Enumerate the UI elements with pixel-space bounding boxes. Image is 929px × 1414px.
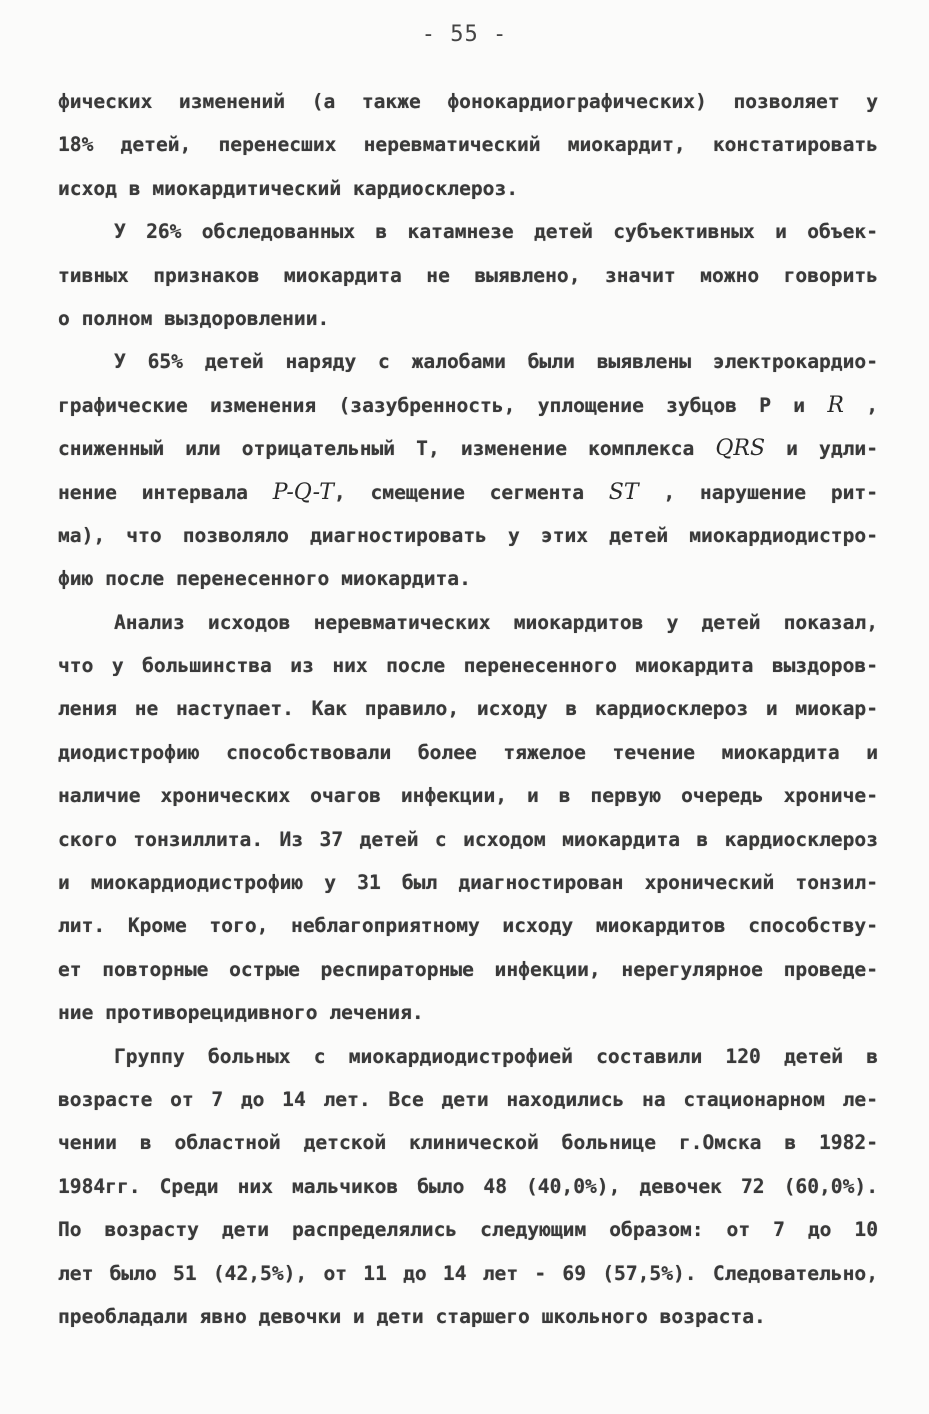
text-segment: , нарушение рит-	[663, 480, 878, 504]
text-line: 18% детей, перенесших неревматический миокардит, констатировать	[58, 133, 878, 157]
handwritten-wave-r: R	[827, 392, 844, 418]
handwritten-segment-st: ST	[608, 479, 639, 505]
text-line: что у большинства из них после перенесенного миокардита выздоров-	[58, 654, 878, 678]
text-segment: , смещение сегмента	[333, 480, 585, 504]
text-line: По возрасту дети распределялись следующим образом: от 7 до 10	[58, 1218, 878, 1242]
page-number: - 55 -	[421, 22, 508, 47]
paragraph-start-line: У 26% обследованных в катамнезе детей субъективных и объек-	[114, 220, 878, 244]
paragraph-start-line: У 65% детей наряду с жалобами были выявлены электрокардио-	[114, 350, 878, 374]
text-line: наличие хронических очагов инфекции, и в первую очередь хрониче-	[58, 784, 878, 808]
text-line-with-handwriting	[58, 384, 878, 427]
text-segment: ,	[866, 393, 878, 417]
text-line: 1984гг. Среди них мальчиков было 48 (40,0%), девочек 72 (60,0%).	[58, 1174, 878, 1198]
text-line: исход в миокардитический кардиосклероз.	[58, 176, 519, 200]
text-line: фию после перенесенного миокардита.	[58, 567, 471, 591]
text-line-with-handwriting	[58, 471, 878, 514]
text-line: фических изменений (а также фонокардиографических) позволяет у	[58, 90, 878, 113]
body-text	[58, 80, 878, 1338]
text-line: чении в областной детской клинической больнице г.Омска в 1982-	[58, 1131, 878, 1155]
text-line-with-handwriting	[58, 427, 878, 470]
text-segment: сниженный или отрицательный T, изменение комплекса	[58, 437, 695, 461]
text-line: возрасте от 7 до 14 лет. Все дети находились на стационарном ле-	[58, 1087, 878, 1111]
text-line: лет было 51 (42,5%), от 11 до 14 лет - 69 (57,5%). Следовательно,	[58, 1261, 878, 1285]
text-line: о полном выздоровлении.	[58, 306, 330, 330]
handwritten-interval-pqt: P-Q-T	[272, 479, 334, 505]
text-line: ма), что позволяло диагностировать у этих детей миокардиодистро-	[58, 523, 878, 547]
text-line: ние противорецидивного лечения.	[58, 1001, 424, 1025]
text-line: ления не наступает. Как правило, исходу в кардиосклероз и миокар-	[58, 697, 878, 721]
text-line: тивных признаков миокардита не выявлено, значит можно говорить	[58, 263, 878, 287]
text-segment: нение интервала	[58, 480, 248, 504]
text-segment: графические изменения (зазубренность, уплощение зубцов P и	[58, 393, 806, 417]
text-line: диодистрофию способствовали более тяжелое течение миокардита и	[58, 740, 878, 764]
text-line: преобладали явно девочки и дети старшего школьного возраста.	[58, 1304, 766, 1328]
paragraph-start-line: Группу больных с миокардиодистрофией составили 120 детей в	[114, 1044, 878, 1068]
text-line: ет повторные острые респираторные инфекции, нерегулярное проведе-	[58, 957, 878, 981]
text-line: лит. Кроме того, неблагоприятному исходу миокардитов способству-	[58, 914, 878, 938]
paragraph-start-line: Анализ исходов неревматических миокардитов у детей показал,	[114, 610, 878, 634]
text-segment: и удли-	[786, 437, 878, 461]
text-line: и миокардиодистрофию у 31 был диагностирован хронический тонзил-	[58, 871, 878, 895]
text-line: ского тонзиллита. Из 37 детей с исходом миокардита в кардиосклероз	[58, 827, 878, 851]
handwritten-complex-qrs: QRS	[715, 436, 766, 462]
